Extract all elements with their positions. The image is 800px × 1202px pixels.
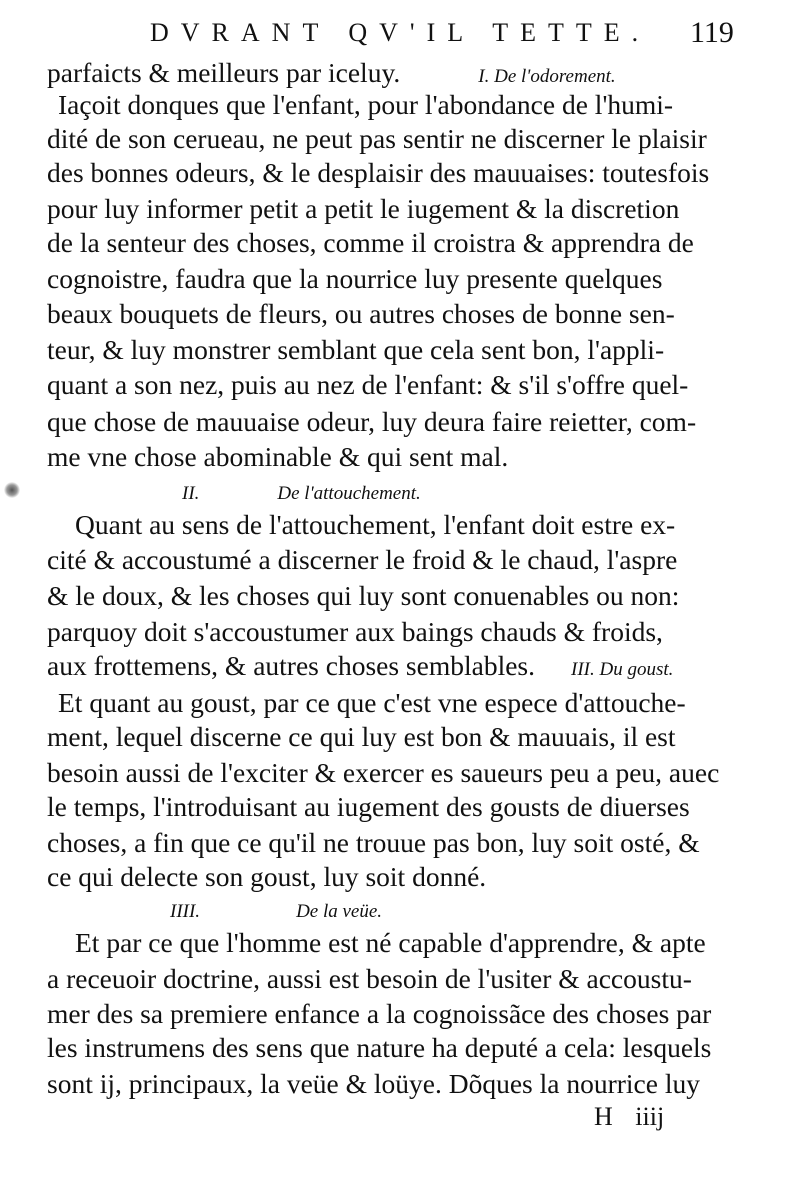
- section-title: De la veüe.: [296, 901, 383, 922]
- text-line: besoin aussi de l'exciter & exercer es saueurs peu a peu, auec: [47, 757, 720, 788]
- text-line: mer des sa premiere enfance a la cognoissãce des choses par: [47, 998, 712, 1029]
- text-line: Quant au sens de l'attouchement, l'enfant doit estre ex-: [75, 509, 676, 540]
- page-number: 119: [690, 16, 734, 49]
- text-line: Et quant au goust, par ce que c'est vne espece d'attouche-: [58, 687, 686, 718]
- text-line: & le doux, & les choses qui luy sont conuenables ou non:: [47, 580, 680, 611]
- sidenote: III. Du goust.: [571, 659, 674, 680]
- section-number: II.: [182, 483, 200, 504]
- text-line: sont ij, principaux, la veüe & loüye. Dõques la nourrice luy: [47, 1068, 700, 1099]
- running-head: DVRANT QV'IL TETTE.: [150, 18, 651, 47]
- text-line: beaux bouquets de fleurs, ou autres choses de bonne sen-: [47, 298, 675, 329]
- section-number: IIII.: [170, 901, 201, 922]
- text-line: parquoy doit s'accoustumer aux baings chauds & froids,: [47, 616, 663, 647]
- section-heading: [182, 481, 421, 507]
- sidenote: I. De l'odorement.: [478, 66, 616, 87]
- text-line: des bonnes odeurs, & le desplaisir des mauuaises: toutesfois: [47, 157, 710, 188]
- catchword-signature: H iiij: [594, 1102, 665, 1131]
- text-line: que chose de mauuaise odeur, luy deura faire reietter, com-: [47, 406, 697, 437]
- text-line: teur, & luy monstrer semblant que cela sent bon, l'appli-: [47, 334, 665, 365]
- text-line: de la senteur des choses, comme il croistra & apprendra de: [47, 227, 694, 258]
- text-line: cité & accoustumé a discerner le froid & le chaud, l'aspre: [47, 544, 678, 575]
- section-title: De l'attouchement.: [277, 483, 421, 504]
- text-line: quant a son nez, puis au nez de l'enfant: & s'il s'offre quel-: [47, 369, 689, 400]
- text-line: pour luy informer petit a petit le iugement & la discretion: [47, 193, 680, 224]
- text-line: le temps, l'introduisant au iugement des gousts de diuerses: [47, 791, 690, 822]
- text-line: ce qui delecte son goust, luy soit donné.: [47, 861, 487, 892]
- text-line: me vne chose abominable & qui sent mal.: [47, 441, 509, 472]
- text-line: les instrumens des sens que nature ha deputé a cela: lesquels: [47, 1032, 712, 1063]
- text-line: cognoistre, faudra que la nourrice luy presente quelques: [47, 263, 663, 294]
- text-line: parfaicts & meilleurs par iceluy. I. De l'odorement.: [47, 57, 616, 88]
- text-line: dité de son cerueau, ne peut pas sentir ne discerner le plaisir: [47, 123, 707, 154]
- text-line: a receuoir doctrine, aussi est besoin de l'usiter & accoustu-: [47, 963, 692, 994]
- text-line: aux frottemens, & autres choses semblables. III. Du goust.: [47, 650, 674, 681]
- text-line: Et par ce que l'homme est né capable d'apprendre, & apte: [75, 927, 706, 958]
- section-heading: [170, 899, 382, 925]
- text-line: choses, a fin que ce qu'il ne trouue pas bon, luy soit osté, &: [47, 827, 700, 858]
- text-line: ment, lequel discerne ce qui luy est bon & mauuais, il est: [47, 721, 676, 752]
- ink-smudge: [4, 482, 20, 498]
- text-line: Iaçoit donques que l'enfant, pour l'abondance de l'humi-: [58, 89, 674, 120]
